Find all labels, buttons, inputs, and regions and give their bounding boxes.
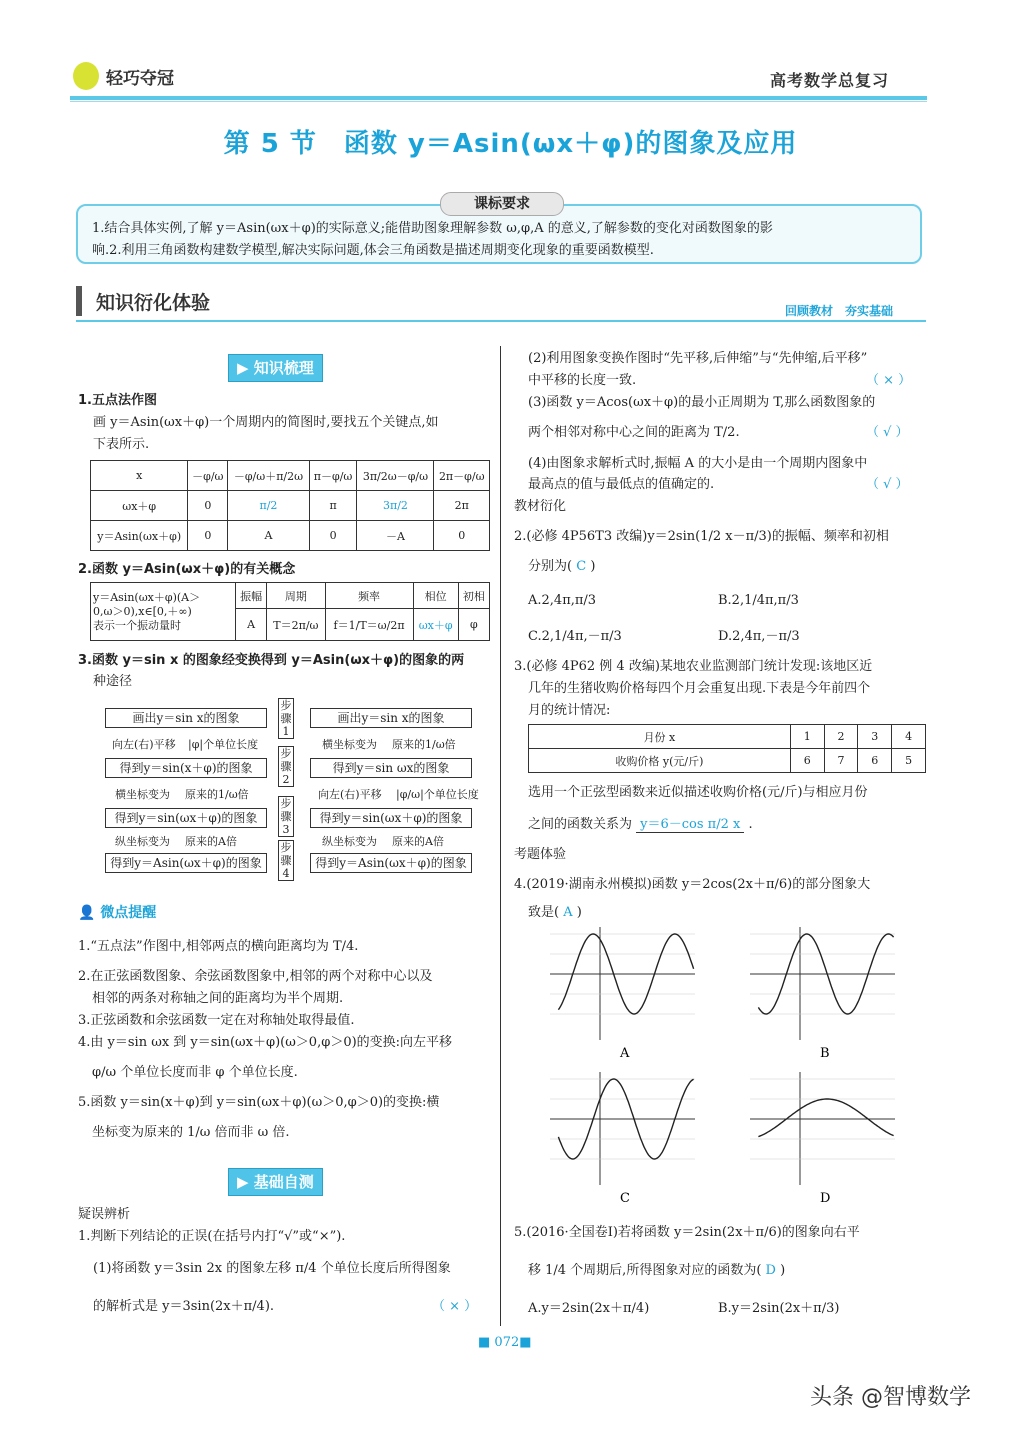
q1-2b: 中平移的长度一致.	[528, 373, 637, 388]
flow-right-label-b2: |φ/ω|个单位长度	[396, 788, 479, 801]
tip-line: φ/ω 个单位长度而非 φ 个单位长度.	[92, 1065, 298, 1080]
step-2: 步骤2	[278, 746, 294, 787]
graph-label: D	[820, 1191, 831, 1206]
brand-name: 轻巧夺冠	[106, 69, 174, 89]
function-curve	[758, 1099, 893, 1137]
tip-line: 5.函数 y＝sin(x＋φ)到 y＝sin(ωx＋φ)(ω＞0,φ＞0)的变换:横	[78, 1095, 440, 1110]
q5-answer: D	[765, 1263, 776, 1278]
q5-stem-b-close: )	[780, 1263, 786, 1278]
five-point-cell: 0	[309, 521, 357, 551]
tip-line: 1.“五点法”作图中,相邻两点的横向距离均为 T/4.	[78, 939, 359, 954]
subsection-textbook: 教材衍化	[514, 499, 567, 514]
five-point-cell: 3π/2ω－φ/ω	[357, 461, 434, 491]
q5-option-a: A.y＝2sin(2x＋π/4)	[528, 1301, 650, 1316]
five-point-cell: A	[228, 521, 309, 551]
concepts-desc-2: 0,ω＞0),x∈[0,＋∞)	[93, 604, 192, 618]
step-4: 步骤4	[278, 840, 294, 881]
flow-left-label-a2: |φ|个单位长度	[188, 738, 259, 751]
tips-icon: 👤	[78, 905, 96, 921]
tip-line: 4.由 y＝sin ωx 到 y＝sin(ωx＋φ)(ω＞0,φ＞0)的变换:向左平移	[78, 1035, 453, 1050]
tip-line: 2.在正弦函数图象、余弦函数图象中,相邻的两个对称中心以及	[78, 969, 433, 984]
five-point-cell: 3π/2	[357, 491, 434, 521]
heading-3: 3.函数 y＝sin x 的图象经变换得到 y＝Asin(ωx＋φ)的图象的两	[78, 653, 465, 668]
heading-2: 2.函数 y＝Asin(ωx＋φ)的有关概念	[78, 562, 296, 577]
q3-stem-b: 几年的生猪收购价格每四个月会重复出现.下表是今年前四个	[528, 681, 871, 696]
pill-self-test-label: 基础自测	[253, 1173, 314, 1191]
page-title: 第 5 节 函数 y＝Asin(ωx＋φ)的图象及应用	[223, 129, 798, 159]
price-table-price: 6	[790, 749, 824, 773]
q4-stem-a: 4.(2019·湖南永州模拟)函数 y＝2cos(2x＋π/6)的部分图象大	[514, 877, 871, 892]
price-table-month: 2	[824, 725, 858, 749]
q2-stem-b	[528, 558, 595, 576]
q3-stem-e: 之间的函数关系为 y＝6－cos π/2 x .	[528, 817, 753, 832]
flow-left-label-c: 纵坐标变为	[115, 835, 170, 848]
q4-stem-b-close: )	[576, 905, 582, 920]
five-point-table	[90, 460, 490, 551]
flow-left-label-c2: 原来的A倍	[185, 835, 237, 848]
concepts-desc-3: 表示一个振动量时	[93, 618, 181, 632]
q4-graph-panel	[750, 1072, 895, 1206]
q4-graph-panel	[550, 927, 695, 1061]
q3-answer: y＝6－cos π/2 x	[636, 817, 744, 833]
price-table	[528, 724, 926, 773]
heading-1: 1.五点法作图	[78, 393, 157, 408]
section-rule	[76, 320, 926, 322]
five-point-cell: 2π－φ/ω	[434, 461, 490, 491]
flow-left-1: 画出y＝sin x的图象	[105, 708, 267, 728]
subsection-exam: 考题体验	[514, 847, 567, 862]
flow-left-label-a: 向左(右)平移	[112, 738, 176, 751]
q2-option-c: C.2,1/4π,－π/3	[528, 629, 622, 644]
q1-4b: 最高点的值与最低点的值确定的.	[528, 477, 715, 492]
five-point-cell: x	[91, 461, 188, 491]
q4-graphs	[530, 922, 930, 1212]
q1-3a: (3)函数 y＝Acos(ωx＋φ)的最小正周期为 T,那么函数图象的	[528, 395, 876, 410]
graph-label: C	[620, 1191, 630, 1206]
requirements-line-2: 响.2.利用三角函数构建数学模型,解决实际问题,体会三角函数是描述周期变化现象的重要函数模型.	[92, 243, 654, 258]
concepts-head-amplitude: 振幅	[236, 583, 267, 609]
q5-stem-a: 5.(2016·全国卷Ⅰ)若将函数 y＝2sin(2x＋π/6)的图象向右平	[514, 1225, 860, 1240]
five-point-cell: π－φ/ω	[309, 461, 357, 491]
five-point-cell: －φ/ω＋π/2ω	[228, 461, 309, 491]
q3-stem-d: 选用一个正弦型函数来近似描述收购价格(元/斤)与相应月份	[528, 785, 868, 800]
q2-option-a: A.2,4π,π/3	[528, 593, 597, 608]
q5-stem-b	[528, 1262, 785, 1280]
five-point-cell: 0	[434, 521, 490, 551]
flow-left-4: 得到y＝Asin(ωx＋φ)的图象	[105, 853, 267, 873]
flow-right-4: 得到y＝Asin(ωx＋φ)的图象	[310, 853, 472, 873]
price-table-header-month: 月份 x	[529, 725, 791, 749]
concepts-table	[90, 582, 490, 641]
tip-line: 相邻的两条对称轴之间的距离均为半个周期.	[92, 991, 344, 1006]
requirements-tag: 课标要求	[440, 192, 564, 216]
price-table-price: 5	[892, 749, 926, 773]
tip-line: 3.正弦函数和余弦函数一定在对称轴处取得最值.	[78, 1013, 355, 1028]
q1-stem: 1.判断下列结论的正误(在括号内打“√”或“×”).	[78, 1229, 346, 1244]
concepts-val-period: T＝2π/ω	[267, 609, 325, 641]
price-table-month: 1	[790, 725, 824, 749]
concepts-val-amplitude: A	[236, 609, 267, 641]
q1-1a: (1)将函数 y＝3sin 2x 的图象左移 π/4 个单位长度后所得图象	[93, 1261, 451, 1276]
subsection-mistakes: 疑误辨析	[78, 1207, 131, 1222]
section-subtitle: 回顾教材 夯实基础	[785, 304, 894, 318]
flow-right-label-c: 纵坐标变为	[322, 835, 377, 848]
transform-flow-diagram	[100, 700, 480, 880]
concepts-val-phase: ωx＋φ	[413, 609, 458, 641]
five-point-cell: π	[309, 491, 357, 521]
q3-stem-a: 3.(必修 4P62 例 4 改编)某地农业监测部门统计发现:该地区近	[514, 659, 873, 674]
five-point-cell: 0	[188, 491, 228, 521]
pill-knowledge-label: 知识梳理	[253, 359, 314, 377]
q4-stem-b	[528, 904, 582, 922]
q4-answer: A	[563, 905, 573, 920]
q3-stem-c: 月的统计情况:	[528, 703, 611, 718]
price-table-price: 7	[824, 749, 858, 773]
concepts-desc-1: y＝Asin(ωx＋φ)(A＞	[93, 590, 201, 604]
five-point-cell: π/2	[228, 491, 309, 521]
price-table-price: 6	[858, 749, 892, 773]
flow-left-3: 得到y＝sin(ωx＋φ)的图象	[105, 808, 267, 828]
concepts-head-period: 周期	[267, 583, 325, 609]
q4-graph-panel	[550, 1072, 695, 1206]
q3-stem-e-text: 之间的函数关系为	[528, 817, 633, 832]
flow-right-3: 得到y＝sin(ωx＋φ)的图象	[310, 808, 472, 828]
price-table-month: 4	[892, 725, 926, 749]
section-title: 知识衍化体验	[96, 292, 211, 314]
para-1b: 下表所示.	[93, 437, 150, 452]
brand-logo-icon	[73, 62, 99, 90]
flow-right-label-a2: 原来的1/ω倍	[392, 738, 456, 751]
flow-right-label-a: 横坐标变为	[322, 738, 377, 751]
pill-knowledge: ▶ 知识梳理	[228, 354, 323, 382]
flow-left-2: 得到y＝sin(x＋φ)的图象	[105, 758, 267, 778]
price-table-month: 3	[858, 725, 892, 749]
heading-3b: 种途径	[93, 674, 133, 689]
concepts-val-initial-phase: φ	[458, 609, 489, 641]
watermark: 头条 @智博数学	[810, 1385, 971, 1410]
flow-right-2: 得到y＝sin ωx的图象	[310, 758, 472, 778]
q1-4a: (4)由图象求解析式时,振幅 A 的大小是由一个周期内图象中	[528, 456, 868, 471]
q2-option-d: D.2,4π,－π/3	[718, 629, 800, 644]
book-title: 高考数学总复习	[770, 71, 890, 90]
five-point-cell: －φ/ω	[188, 461, 228, 491]
q4-stem-b-text: 致是(	[528, 905, 560, 920]
step-3: 步骤3	[278, 796, 294, 837]
flow-right-label-c2: 原来的A倍	[392, 835, 444, 848]
five-point-cell: ωx＋φ	[91, 491, 188, 521]
concepts-head-phase: 相位	[413, 583, 458, 609]
graph-label: B	[820, 1046, 830, 1061]
flow-right-1: 画出y＝sin x的图象	[310, 708, 472, 728]
five-point-cell: 0	[188, 521, 228, 551]
q5-option-b: B.y＝2sin(2x＋π/3)	[718, 1301, 840, 1316]
five-point-cell: －A	[357, 521, 434, 551]
q1-4-answer: （ √ ）	[866, 477, 909, 492]
q1-1-answer: （ × ）	[432, 1299, 478, 1314]
page-number: ■ 072■	[478, 1335, 532, 1350]
para-1a: 画 y＝Asin(ωx＋φ)一个周期内的简图时,要找五个关键点,如	[93, 415, 439, 430]
five-point-cell: y＝Asin(ωx＋φ)	[91, 521, 188, 551]
five-point-cell: 2π	[434, 491, 490, 521]
q2-option-b: B.2,1/4π,π/3	[718, 593, 799, 608]
page-number-label: 072	[494, 1335, 520, 1350]
q1-1b: 的解析式是 y＝3sin(2x＋π/4).	[93, 1299, 275, 1314]
header-rule-thin	[70, 101, 927, 102]
tips-title-label: 微点提醒	[100, 905, 157, 921]
price-table-header-price: 收购价格 y(元/斤)	[529, 749, 791, 773]
requirements-line-1: 1.结合具体实例,了解 y＝Asin(ωx＋φ)的实际意义;能借助图象理解参数 ω,φ,A 的意义,了解参数的变化对函数图象的影	[92, 221, 773, 236]
concepts-head-frequency: 频率	[325, 583, 413, 609]
q1-3b: 两个相邻对称中心之间的距离为 T/2.	[528, 425, 740, 440]
concepts-val-frequency: f＝1/T＝ω/2π	[325, 609, 413, 641]
flow-left-label-b2: 原来的1/ω倍	[185, 788, 249, 801]
q1-2a: (2)利用图象变换作图时“先平移,后伸缩”与“先伸缩,后平移”	[528, 351, 868, 366]
q1-3-answer: （ √ ）	[866, 425, 909, 440]
section-bar	[76, 286, 82, 316]
graph-label: A	[620, 1046, 630, 1061]
tip-line: 坐标变为原来的 1/ω 倍而非 ω 倍.	[92, 1125, 290, 1140]
concepts-head-initial-phase: 初相	[458, 583, 489, 609]
q2-stem-b-close: )	[590, 559, 596, 574]
column-divider	[500, 346, 501, 1326]
flow-right-label-b: 向左(右)平移	[318, 788, 382, 801]
q2-answer: C	[576, 559, 587, 574]
q2-stem: 2.(必修 4P56T3 改编)y＝2sin(1/2 x－π/3)的振幅、频率和初相	[514, 529, 889, 544]
pill-self-test: ▶ 基础自测	[228, 1168, 323, 1196]
q5-stem-b-text: 移 1/4 个周期后,所得图象对应的函数为(	[528, 1263, 762, 1278]
step-1: 步骤1	[278, 698, 294, 739]
q1-2-answer: （ × ）	[866, 373, 912, 388]
q4-graph-panel	[750, 927, 895, 1061]
header-rule	[70, 96, 927, 100]
flow-left-label-b: 横坐标变为	[115, 788, 170, 801]
tips-title	[78, 902, 156, 922]
q2-stem-b-text: 分别为(	[528, 559, 573, 574]
